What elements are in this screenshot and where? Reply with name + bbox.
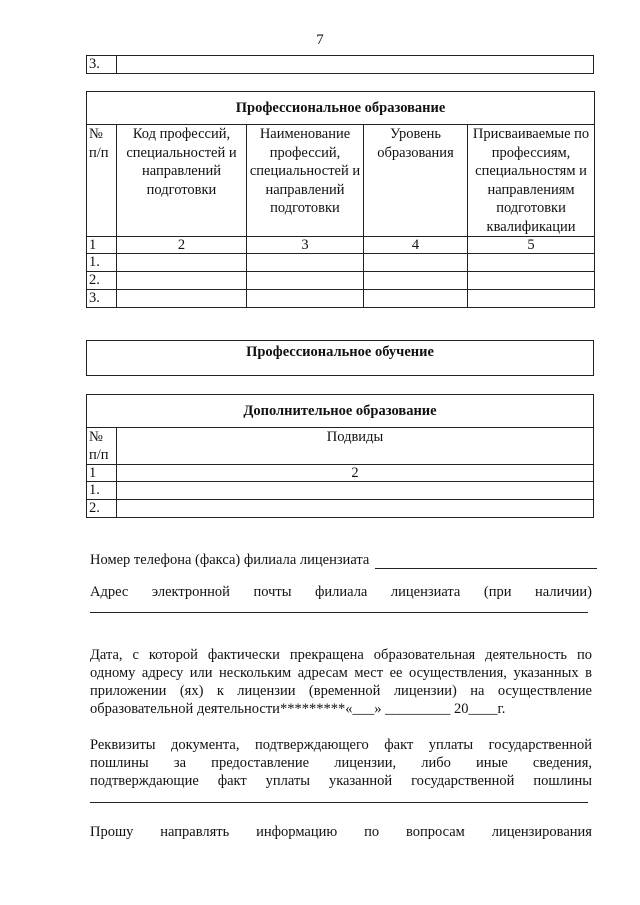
professional-education-table [86, 91, 595, 308]
table-cell[interactable] [247, 254, 364, 272]
table-cell[interactable] [117, 254, 247, 272]
table-row [87, 482, 594, 500]
state-fee-paragraph [90, 736, 592, 790]
paragraph-line: Реквизиты документа, подтверждающего факт уплаты государственной [90, 737, 592, 753]
table-row [87, 56, 594, 74]
email-label-word: почты [253, 584, 292, 600]
column-header-code: Код профессий, специальностей и направлений подготовки [117, 125, 247, 237]
phone-label: Номер телефона (факса) филиала лицензиата [90, 552, 370, 568]
column-header-number: № п/п [87, 125, 117, 237]
termination-date-paragraph [90, 646, 592, 718]
index-cell: 2 [117, 237, 247, 254]
table-cell[interactable] [117, 482, 594, 500]
row-number: 3. [87, 290, 117, 308]
table-cell[interactable] [468, 272, 595, 290]
column-header-number: № п/п [87, 428, 117, 465]
table-cell[interactable] [247, 290, 364, 308]
table-cell[interactable] [364, 290, 468, 308]
index-cell: 2 [117, 465, 594, 482]
row-number: 3. [87, 56, 117, 74]
paragraph-line: подтверждающие факт уплаты указанной государственной пошлины [90, 773, 592, 789]
paragraph-line: пошлины за предоставление лицензии, либо иные сведения, [90, 755, 592, 771]
paragraph-line: образовательной деятельности*********«___» _________ 20____г. [90, 701, 506, 717]
email-label-word: (при [483, 584, 512, 600]
table-header-row [87, 125, 595, 237]
paragraph-line: одному адресу или нескольким адресам мест ее осуществления, указанных в [90, 665, 592, 681]
table-cell[interactable] [117, 272, 247, 290]
table-cell[interactable] [468, 254, 595, 272]
column-header-qualification: Присваиваемые по профессиям, специальностям и направлениям подготовки квалификации [468, 125, 595, 237]
email-label-word: наличии) [535, 584, 592, 600]
email-label-row [90, 584, 592, 601]
table-header-row [87, 428, 594, 465]
page-number: 7 [316, 32, 324, 48]
table-cell[interactable] [468, 290, 595, 308]
request-word: вопросам [406, 824, 465, 840]
state-fee-input-line[interactable] [90, 802, 588, 803]
section-title: Профессиональное обучение [246, 344, 434, 360]
request-line [90, 824, 592, 841]
row-number: 1. [87, 482, 117, 500]
email-label-word: лицензиата [390, 584, 461, 600]
row-number: 2. [87, 500, 117, 518]
table-cell[interactable] [117, 500, 594, 518]
email-label-word: Адрес [90, 584, 129, 600]
table-row [87, 500, 594, 518]
column-header-name: Наименование профессий, специальностей и направлений подготовки [247, 125, 364, 237]
column-header-subtypes: Подвиды [117, 428, 594, 465]
table-cell[interactable] [117, 290, 247, 308]
continuation-table [86, 55, 594, 74]
request-word: направлять [160, 824, 230, 840]
index-cell: 5 [468, 237, 595, 254]
phone-input-line[interactable] [375, 554, 597, 569]
table-row [87, 272, 595, 290]
index-cell: 1 [87, 465, 117, 482]
request-word: по [364, 824, 380, 840]
request-word: информацию [256, 824, 338, 840]
paragraph-line: приложении (ях) к лицензии (временной лицензии) на осуществление [90, 683, 592, 699]
email-label-word: электронной [151, 584, 230, 600]
email-input-line[interactable] [90, 612, 588, 613]
table-row [87, 254, 595, 272]
index-cell: 1 [87, 237, 117, 254]
column-header-level: Уровень образования [364, 125, 468, 237]
table-cell[interactable] [247, 272, 364, 290]
index-cell: 3 [247, 237, 364, 254]
email-label-word: филиала [314, 584, 368, 600]
index-cell: 4 [364, 237, 468, 254]
row-number: 2. [87, 272, 117, 290]
table-cell[interactable] [364, 254, 468, 272]
request-word: лицензирования [491, 824, 592, 840]
section-title: Дополнительное образование [87, 395, 594, 428]
column-index-row [87, 237, 595, 254]
table-cell[interactable] [364, 272, 468, 290]
paragraph-line: Дата, с которой фактически прекращена образовательная деятельность по [90, 647, 592, 663]
section-title: Профессиональное образование [87, 92, 595, 125]
additional-education-table [86, 394, 594, 518]
professional-training-box [86, 340, 594, 376]
table-row [87, 290, 595, 308]
row-number: 1. [87, 254, 117, 272]
table-cell [117, 56, 594, 74]
column-index-row [87, 465, 594, 482]
request-word: Прошу [90, 824, 134, 840]
phone-field-row [90, 552, 597, 569]
